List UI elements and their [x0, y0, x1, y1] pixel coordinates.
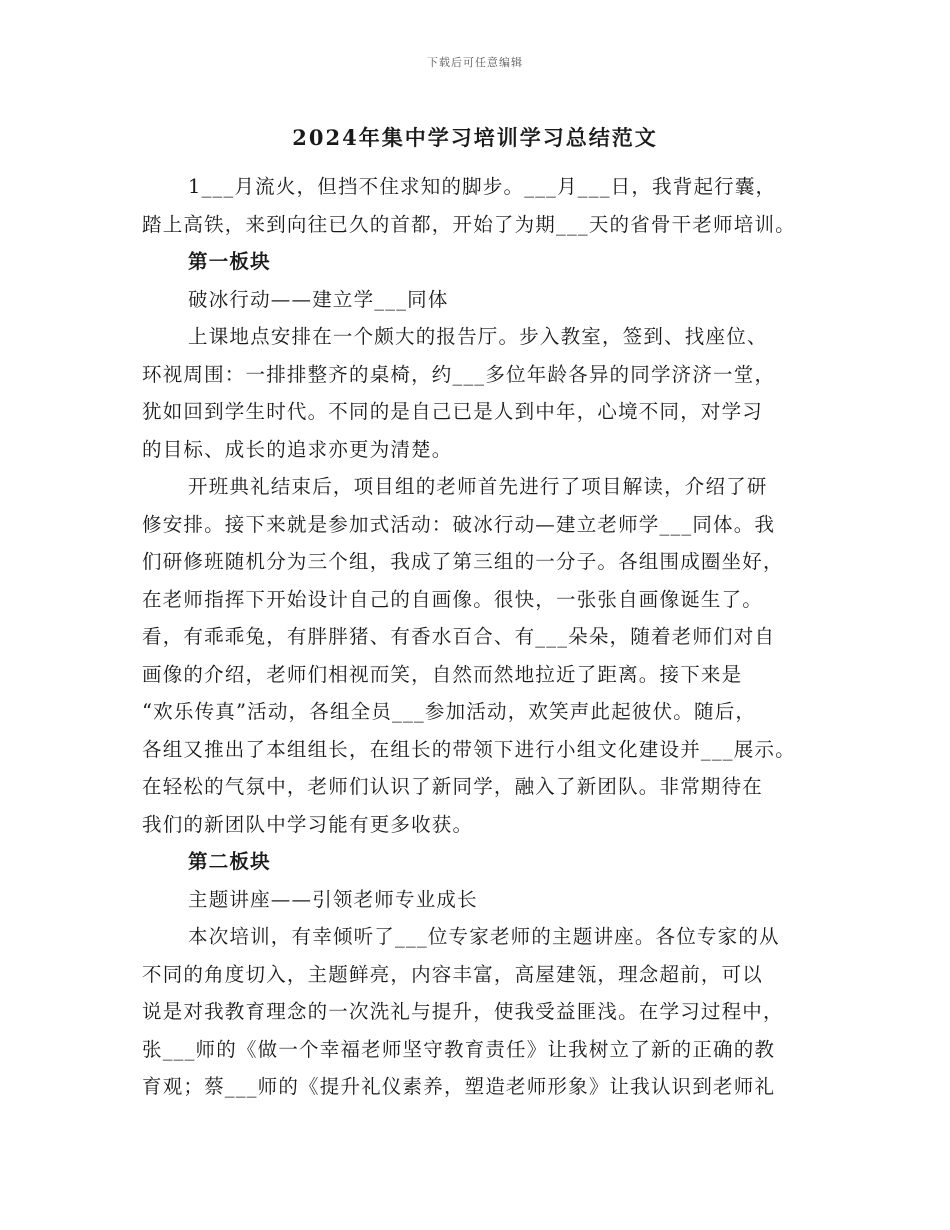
text-line: 在轻松的气氛中，老师们认识了新同学，融入了新团队。非常期待在: [142, 775, 764, 798]
text-line: 我们的新团队中学习能有更多收获。: [142, 812, 474, 836]
text-line: 看，有乖乖兔，有胖胖猪、有香水百合、有___朵朵，随着老师们对自: [142, 625, 776, 648]
text-line: 画像的介绍，老师们相视而笑，自然而然地拉近了距离。接下来是: [142, 662, 743, 686]
section-subtitle: 主题讲座——引领老师专业成长: [188, 887, 478, 911]
text-line: 环视周围：一排排整齐的桌椅，约___多位年龄各异的同学济济一堂，: [142, 362, 776, 386]
text-line: 的目标、成长的追求亦更为清楚。: [142, 437, 453, 461]
text-line: 各组又推出了本组组长，在组长的带领下进行小组文化建设并___展示。: [142, 737, 796, 761]
text-line: 说是对我教育理念的一次洗礼与提升，使我受益匪浅。在学习过程中，: [142, 1000, 784, 1023]
section-subtitle: 破冰行动——建立学___同体: [188, 287, 449, 311]
text-line: 踏上高铁，来到向往已久的首都，开始了为期___天的省骨干老师培训。: [142, 212, 796, 236]
text-line: 们研修班随机分为三个组，我成了第三组的一分子。各组围成圈坐好，: [142, 550, 784, 573]
text-line: 上课地点安排在一个颇大的报告厅。步入教室，签到、找座位、: [188, 325, 768, 348]
text-line: 不同的角度切入，主题鲜亮，内容丰富，高屋建瓴，理念超前，可以: [142, 962, 764, 986]
text-line: 1___月流火，但挡不住求知的脚步。___月___日，我背起行囊，: [188, 175, 777, 198]
text-line: 育观；蔡___师的《提升礼仪素养，塑造老师形象》让我认识到老师礼: [142, 1075, 776, 1098]
section-heading: 第一板块: [188, 250, 271, 273]
document-title: 2024年集中学习培训学习总结范文: [292, 125, 658, 150]
text-line: 犹如回到学生时代。不同的是自己已是人到中年，心境不同，对学习: [142, 400, 764, 423]
header-note: 下载后可任意编辑: [427, 56, 523, 69]
text-line: 张___师的《做一个幸福老师坚守教育责任》让我树立了新的正确的教: [142, 1037, 776, 1061]
text-line: 修安排。接下来就是参加式活动：破冰行动—建立老师学___同体。我: [142, 512, 776, 536]
section-heading: 第二板块: [188, 850, 271, 873]
text-line: “欢乐传真”活动，各组全员___参加活动，欢笑声此起彼伏。随后，: [142, 700, 757, 723]
text-line: 开班典礼结束后，项目组的老师首先进行了项目解读，介绍了研: [188, 475, 768, 498]
document-body: [142, 168, 824, 1106]
text-line: 本次培训，有幸倾听了___位专家老师的主题讲座。各位专家的从: [188, 925, 780, 948]
text-line: 在老师指挥下开始设计自己的自画像。很快，一张张自画像诞生了。: [142, 587, 764, 611]
